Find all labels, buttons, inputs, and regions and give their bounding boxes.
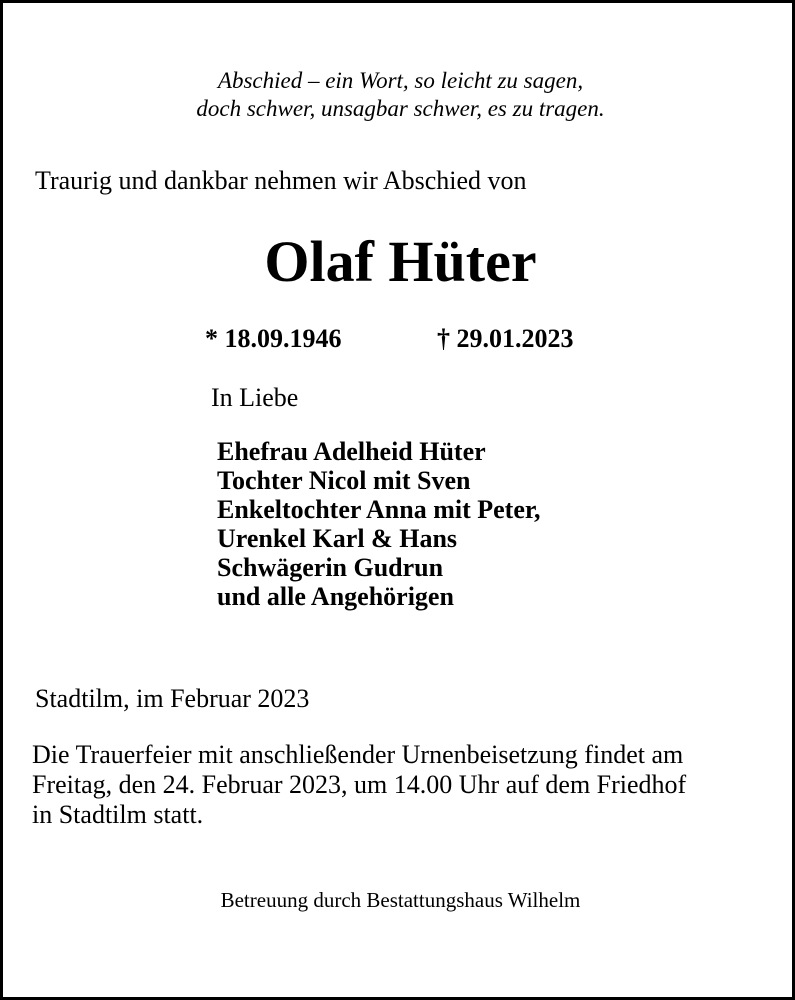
birth-date: * 18.09.1946 (205, 324, 342, 353)
mourner-item: Tochter Nicol mit Sven (217, 466, 471, 495)
mourners-list (217, 437, 541, 611)
mourner-item: Ehefrau Adelheid Hüter (217, 437, 486, 466)
mourner-item: Urenkel Karl & Hans (217, 524, 458, 553)
undertaker-credit: Betreuung durch Bestattungshaus Wilhelm (220, 888, 581, 912)
funeral-line-2: Freitag, den 24. Februar 2023, um 14.00 Uhr auf dem Friedhof (32, 770, 687, 799)
deceased-name: Olaf Hüter (264, 229, 537, 294)
death-date: † 29.01.2023 (437, 324, 574, 353)
mourner-item: Schwägerin Gudrun (217, 553, 444, 582)
verse-line-1: Abschied – ein Wort, so leicht zu sagen, (217, 68, 584, 93)
funeral-line-1: Die Trauerfeier mit anschließender Urnenbeisetzung findet am (32, 740, 684, 769)
mourner-item: Enkeltochter Anna mit Peter, (217, 495, 541, 524)
intro-text: Traurig und dankbar nehmen wir Abschied von (35, 166, 527, 195)
memorial-verse (3, 67, 795, 123)
love-line: In Liebe (211, 383, 299, 412)
funeral-line-3: in Stadtilm statt. (32, 800, 204, 829)
place-date: Stadtilm, im Februar 2023 (35, 684, 310, 713)
mourner-item: und alle Angehörigen (217, 582, 454, 611)
funeral-notice (32, 740, 686, 830)
verse-line-2: doch schwer, unsagbar schwer, es zu tragen. (196, 96, 605, 121)
